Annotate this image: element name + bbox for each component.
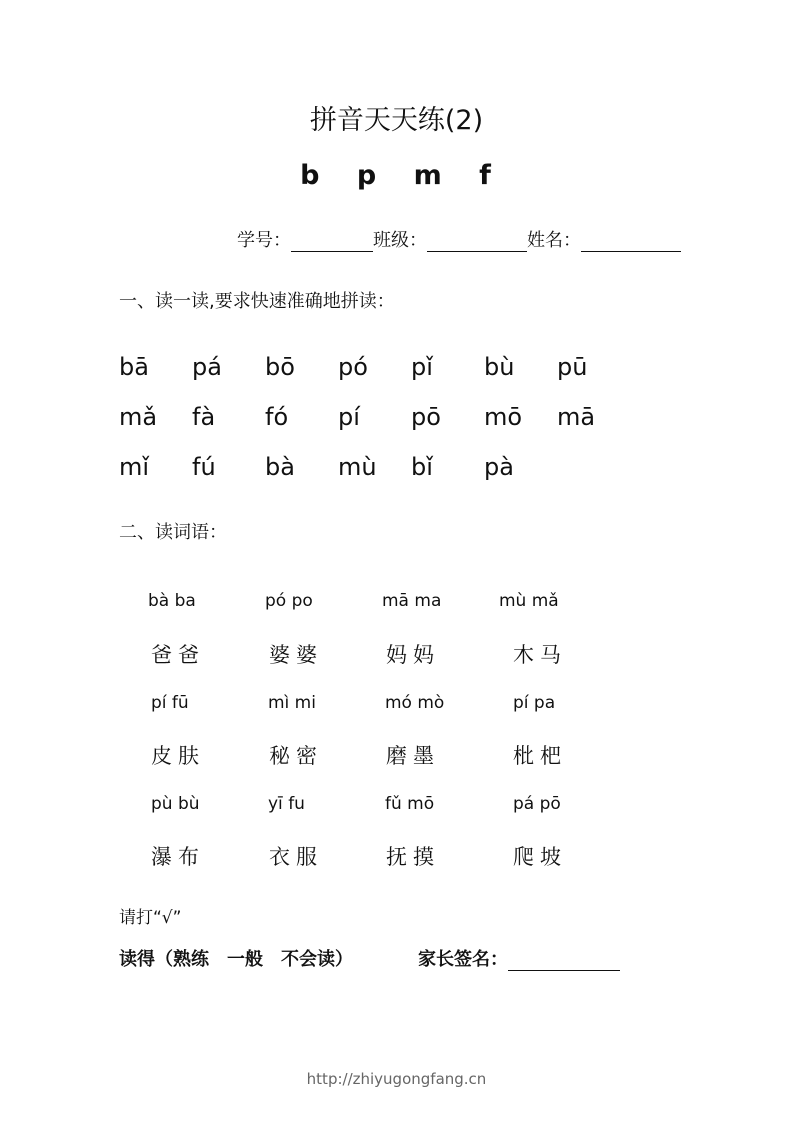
pinyin-syllable: bō: [265, 353, 295, 381]
pinyin-syllable: pà: [484, 453, 514, 481]
pinyin-row: [119, 403, 630, 431]
pinyin-syllable: mā: [557, 403, 596, 431]
pinyin-row: [119, 353, 630, 381]
parent-sign-label: 家长签名：: [418, 949, 508, 970]
word-pinyin: pó po: [265, 591, 313, 611]
parent-sign-blank[interactable]: [508, 950, 620, 971]
word-pinyin: yī fu: [268, 794, 305, 814]
page-title: 拼音天天练(2): [309, 105, 484, 136]
name-blank[interactable]: [581, 231, 681, 252]
student-info-line: [237, 226, 681, 252]
word-hanzi: 爬坡: [513, 845, 567, 869]
word-hanzi: 皮肤: [151, 744, 205, 768]
word-hanzi: 爸爸: [151, 643, 205, 667]
section2-heading: 二、读词语：: [119, 522, 227, 543]
pinyin-syllable: bā: [119, 353, 149, 381]
word-pinyin: mù mǎ: [499, 591, 559, 611]
word-hanzi: 秘密: [269, 744, 323, 768]
pinyin-syllable: pí: [338, 403, 360, 431]
pinyin-syllable: fó: [265, 403, 289, 431]
pinyin-syllable: mō: [484, 403, 523, 431]
student-no-blank[interactable]: [291, 231, 373, 252]
section1-heading: 一、读一读,要求快速准确地拼读：: [119, 291, 395, 312]
word-pinyin: pá pō: [513, 794, 561, 814]
pinyin-syllable: pū: [557, 353, 588, 381]
word-hanzi: 枇杷: [513, 744, 567, 768]
parent-sign-line: [418, 945, 620, 971]
word-pinyin: pí pa: [513, 693, 556, 713]
word-pinyin: mā ma: [382, 591, 442, 611]
pinyin-syllable: pá: [192, 353, 222, 381]
student-no-label: 学号：: [237, 230, 291, 251]
pinyin-row: [119, 453, 630, 481]
pinyin-grid: [119, 353, 630, 481]
pinyin-syllable: bù: [484, 353, 515, 381]
name-label: 姓名：: [527, 230, 581, 251]
word-pinyin: fǔ mō: [385, 794, 435, 814]
pinyin-syllable: mǎ: [119, 403, 158, 431]
word-pinyin: mó mò: [385, 693, 445, 713]
pinyin-syllable: bǐ: [411, 453, 433, 481]
pinyin-syllable: mǐ: [119, 453, 150, 481]
check-prompt: 请打“√”: [119, 908, 182, 928]
class-label: 班级：: [373, 230, 427, 251]
word-pinyin: mì mi: [268, 693, 316, 713]
word-pinyin: pù bù: [151, 794, 200, 814]
pinyin-syllable: fà: [192, 403, 216, 431]
word-hanzi: 衣服: [269, 845, 323, 869]
pinyin-syllable: pō: [411, 403, 441, 431]
class-blank[interactable]: [427, 231, 527, 252]
word-hanzi: 妈妈: [386, 643, 440, 667]
pinyin-syllable: pó: [338, 353, 368, 381]
word-pinyin: bà ba: [148, 591, 196, 611]
footer-url[interactable]: http://zhiyugongfang.cn: [306, 1070, 487, 1088]
word-pinyin: pí fū: [151, 693, 189, 713]
reading-rating: 读得（熟练 一般 不会读）: [119, 949, 353, 970]
pinyin-syllable: mù: [338, 453, 377, 481]
word-hanzi: 抚摸: [386, 845, 440, 869]
pinyin-syllable: bà: [265, 453, 295, 481]
word-hanzi: 木马: [513, 643, 567, 667]
letters-heading: b p m f: [300, 160, 493, 191]
word-hanzi: 瀑布: [151, 845, 205, 869]
word-hanzi: 婆婆: [269, 643, 323, 667]
pinyin-syllable: pǐ: [411, 353, 433, 381]
pinyin-syllable: fú: [192, 453, 216, 481]
word-hanzi: 磨墨: [386, 744, 440, 768]
